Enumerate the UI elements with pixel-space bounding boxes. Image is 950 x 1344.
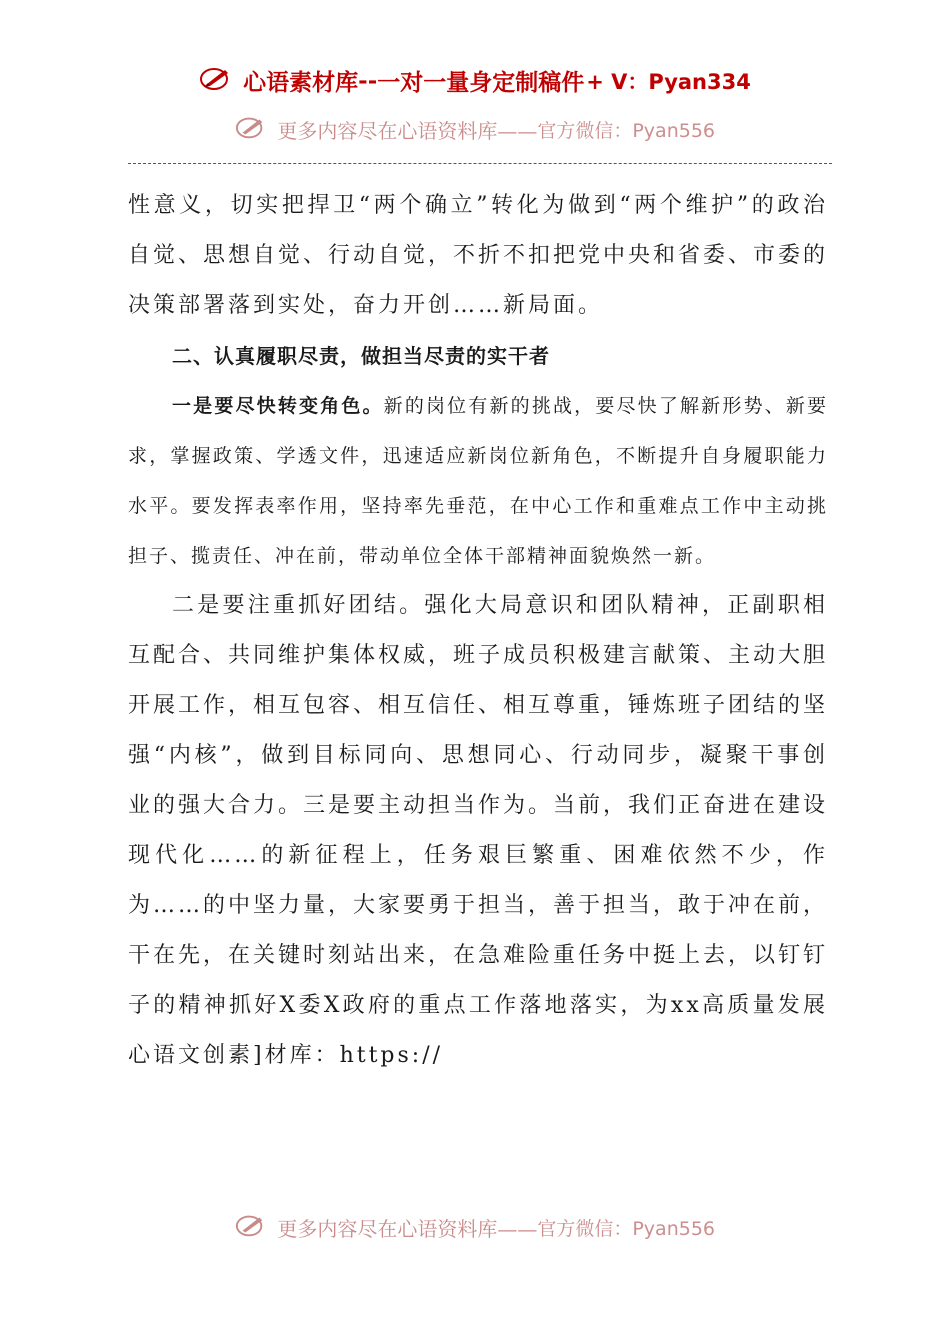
paragraph-2 (128, 381, 828, 581)
header-contact: + V：Pyan334 (586, 69, 751, 94)
paragraph-1: 性意义，切实把捍卫“两个确立”转化为做到“两个维护”的政治自觉、思想自觉、行动自觉，不折不扣把党中央和省委、市委的决策部署落到实处，奋力开创……新局面。 (128, 193, 829, 318)
header-divider (128, 163, 832, 164)
pen-logo-icon (199, 65, 233, 97)
paragraph-2-text: 新的岗位有新的挑战，要尽快了解新形势、新要求，掌握政策、学透文件，迅速适应新岗位新角色，不断提升自身履职能力水平。要发挥表率作用，坚持率先垂范，在中心工作和重难点工作中主动挑担子、揽责任、冲在前，带动单位全体干部精神面貌焕然一新。 (128, 395, 828, 567)
document-body (128, 181, 828, 1081)
document-header (0, 64, 950, 97)
watermark-wechat: 官方微信：Pyan556 (537, 1218, 715, 1240)
header-slogan: 一对一量身定制稿件 (377, 69, 585, 96)
watermark-wechat: 官方微信：Pyan556 (537, 120, 715, 142)
paragraph-2-lead: 一是要尽快转变角色。 (172, 395, 384, 417)
header-site-name: 心语素材库 (243, 69, 359, 96)
paragraph-3: 二是要注重抓好团结。强化大局意识和团队精神，正副职相互配合、共同维护集体权威，班子成员积极建言献策、主动大胆开展工作，相互包容、相互信任、相互尊重，锤炼班子团结的坚强“内核”，做到目标同向、思想同心、行动同步，凝聚干事创业的强大合力。三是要主动担当作为。当前，我们正奋进在建设现代化……的新征程上，任务艰巨繁重、困难依然不少，作为……的中坚力量，大家要勇于担当，善于担当，敢于冲在前，干在先，在关键时刻站出来，在急难险重任务中挺上去，以钉钉子的精神抓好X委X政府的重点工作落地落实，为xx高质量发展心语文创素]材库：https:// (128, 593, 829, 1068)
watermark-logo-icon (235, 1212, 267, 1243)
header-separator: -- (358, 67, 378, 94)
watermark-text: 更多内容尽在心语资料库—— (277, 1217, 538, 1241)
watermark-logo-icon (235, 114, 267, 145)
watermark-text: 更多内容尽在心语资料库—— (277, 119, 538, 143)
watermark-bottom (0, 1212, 950, 1243)
section-heading-2: 二、认真履职尽责，做担当尽责的实干者 (172, 344, 550, 368)
watermark-top (0, 114, 950, 145)
